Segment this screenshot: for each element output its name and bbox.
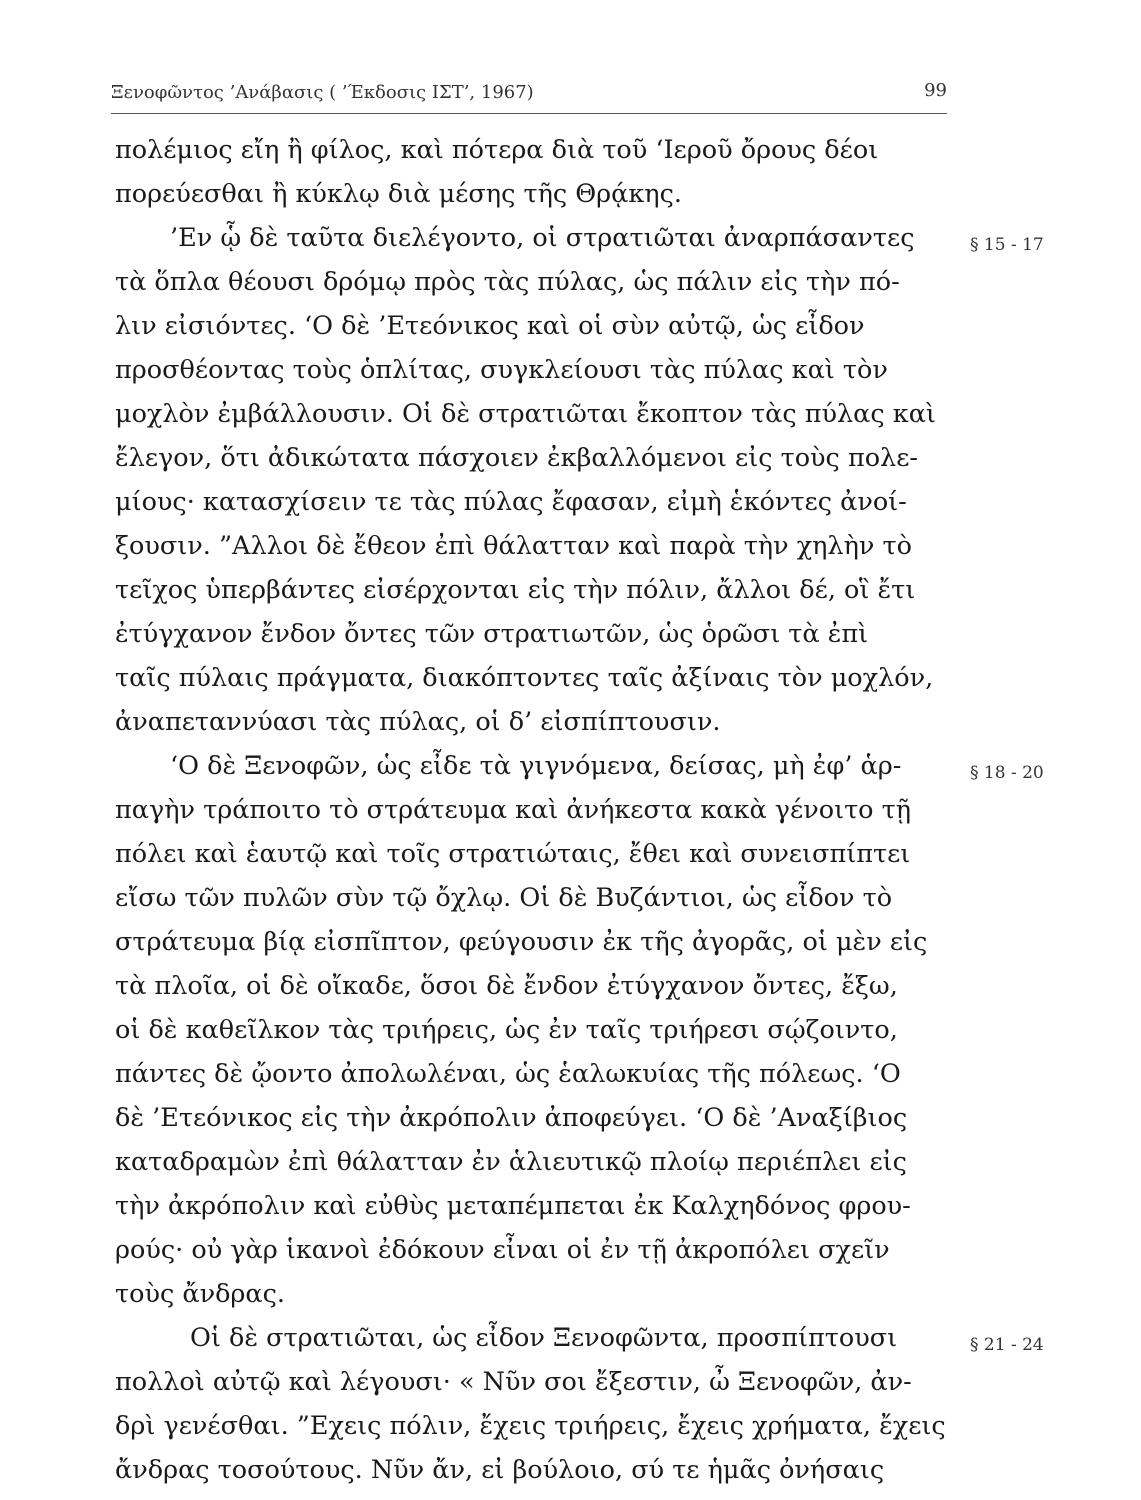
text-line-31: ἄνδρας τοσούτους. Νῦν ἄν, εἰ βούλοιο, σύ τε ἡμᾶς ὀνήσαις bbox=[115, 1455, 885, 1485]
text-line-7: μοχλὸν ἐμβάλλουσιν. Οἱ δὲ στρατιῶται ἔκοπτον τὰς πύλας καὶ bbox=[115, 399, 936, 429]
text-line-16: παγὴν τράποιτο τὸ στράτευμα καὶ ἀνήκεστα κακὰ γένοιτο τῇ bbox=[115, 795, 912, 825]
text-line-24: καταδραμὼν ἐπὶ θάλατταν ἐν ἁλιευτικῷ πλοίῳ περιέπλει εἰς bbox=[115, 1147, 907, 1177]
text-line-4: τὰ ὅπλα θέουσι δρόμῳ πρὸς τὰς πύλας, ὡς πάλιν εἰς τὴν πό- bbox=[115, 267, 900, 297]
text-line-22: πάντες δὲ ᾤοντο ἀπολωλέναι, ὡς ἑαλωκυίας τῆς πόλεως. ‘Ο bbox=[115, 1059, 901, 1089]
text-line-26: ρούς· οὐ γὰρ ἱκανοὶ ἐδόκουν εἶναι οἱ ἐν τῇ ἀκροπόλει σχεῖν bbox=[115, 1235, 890, 1265]
text-line-13: ταῖς πύλαις πράγματα, διακόπτοντες ταῖς ἀξίναις τὸν μοχλόν, bbox=[115, 663, 934, 693]
text-line-27: τοὺς ἄνδρας. bbox=[115, 1279, 286, 1309]
text-line-12: ἐτύγχανον ἔνδον ὄντες τῶν στρατιωτῶν, ὡς ὁρῶσι τὰ ἐπὶ bbox=[115, 619, 869, 649]
text-line-6: προσθέοντας τοὺς ὁπλίτας, συγκλείουσι τὰς πύλας καὶ τὸν bbox=[115, 355, 888, 385]
header-rule bbox=[111, 113, 947, 114]
margin-note-section: § 18 - 20 bbox=[970, 763, 1044, 783]
text-line-10: ξουσιν. ”Αλλοι δὲ ἔθεον ἐπὶ θάλατταν καὶ παρὰ τὴν χηλὴν τὸ bbox=[115, 531, 912, 561]
margin-note-section: § 15 - 17 bbox=[970, 235, 1044, 255]
text-line-11: τεῖχος ὑπερβάντες εἰσέρχονται εἰς τὴν πόλιν, ἄλλοι δέ, οἳ ἔτι bbox=[115, 575, 916, 605]
text-line-28: Οἱ δὲ στρατιῶται, ὡς εἶδον Ξενοφῶντα, προσπίπτουσι bbox=[190, 1323, 898, 1353]
text-line-23: δὲ ’Ετεόνικος εἰς τὴν ἀκρόπολιν ἀποφεύγει. ‘Ο δὲ ’Αναξίβιος bbox=[115, 1103, 908, 1133]
text-line-14: ἀναπεταννύασι τὰς πύλας, οἱ δ’ εἰσπίπτουσιν. bbox=[115, 707, 721, 737]
text-line-20: τὰ πλοῖα, οἱ δὲ οἴκαδε, ὅσοι δὲ ἔνδον ἐτύγχανον ὄντες, ἔξω, bbox=[115, 971, 898, 1001]
text-line-9: μίους· κατασχίσειν τε τὰς πύλας ἔφασαν, εἰμὴ ἑκόντες ἀνοί- bbox=[115, 487, 907, 517]
running-head-title: Ξενοφῶντος ’Ανάβασις ( ’Έκδοσις ΙΣΤ’, 1967) bbox=[111, 82, 534, 103]
text-line-18: εἴσω τῶν πυλῶν σὺν τῷ ὄχλῳ. Οἱ δὲ Βυζάντιοι, ὡς εἶδον τὸ bbox=[115, 883, 893, 913]
text-line-3: ’Εν ᾧ δὲ ταῦτα διελέγοντο, οἱ στρατιῶται ἀναρπάσαντες bbox=[170, 223, 915, 253]
text-line-1: πολέμιος εἴη ἢ φίλος, καὶ πότερα διὰ τοῦ ‘Ιεροῦ ὄρους δέοι bbox=[115, 135, 879, 165]
text-line-5: λιν εἰσιόντες. ‘Ο δὲ ’Ετεόνικος καὶ οἱ σὺν αὐτῷ, ὡς εἶδον bbox=[115, 311, 865, 341]
margin-note-section: § 21 - 24 bbox=[970, 1335, 1044, 1355]
text-line-30: δρὶ γενέσθαι. ”Εχεις πόλιν, ἔχεις τριήρεις, ἔχεις χρήματα, ἔχεις bbox=[115, 1411, 946, 1441]
running-head bbox=[111, 80, 947, 110]
text-line-25: τὴν ἀκρόπολιν καὶ εὐθὺς μεταπέμπεται ἐκ Καλχηδόνος φρου- bbox=[115, 1191, 911, 1221]
text-line-15: ‘Ο δὲ Ξενοφῶν, ὡς εἶδε τὰ γιγνόμενα, δείσας, μὴ ἐφ’ ἁρ- bbox=[170, 751, 902, 781]
text-line-8: ἔλεγον, ὅτι ἀδικώτατα πάσχοιεν ἐκβαλλόμενοι εἰς τοὺς πολε- bbox=[115, 443, 919, 473]
text-line-29: πολλοὶ αὐτῷ καὶ λέγουσι· « Νῦν σοι ἔξεστιν, ὦ Ξενοφῶν, ἀν- bbox=[115, 1367, 912, 1397]
page-number: 99 bbox=[924, 80, 947, 101]
text-line-17: πόλει καὶ ἑαυτῷ καὶ τοῖς στρατιώταις, ἔθει καὶ συνεισπίπτει bbox=[115, 839, 911, 869]
text-line-21: οἱ δὲ καθεῖλκον τὰς τριήρεις, ὡς ἐν ταῖς τριήρεσι σῴζοιντο, bbox=[115, 1015, 898, 1045]
text-line-19: στράτευμα βίᾳ εἰσπῖπτον, φεύγουσιν ἐκ τῆς ἀγορᾶς, οἱ μὲν εἰς bbox=[115, 927, 928, 957]
text-line-2: πορεύεσθαι ἢ κύκλῳ διὰ μέσης τῆς Θρᾴκης. bbox=[115, 179, 682, 209]
